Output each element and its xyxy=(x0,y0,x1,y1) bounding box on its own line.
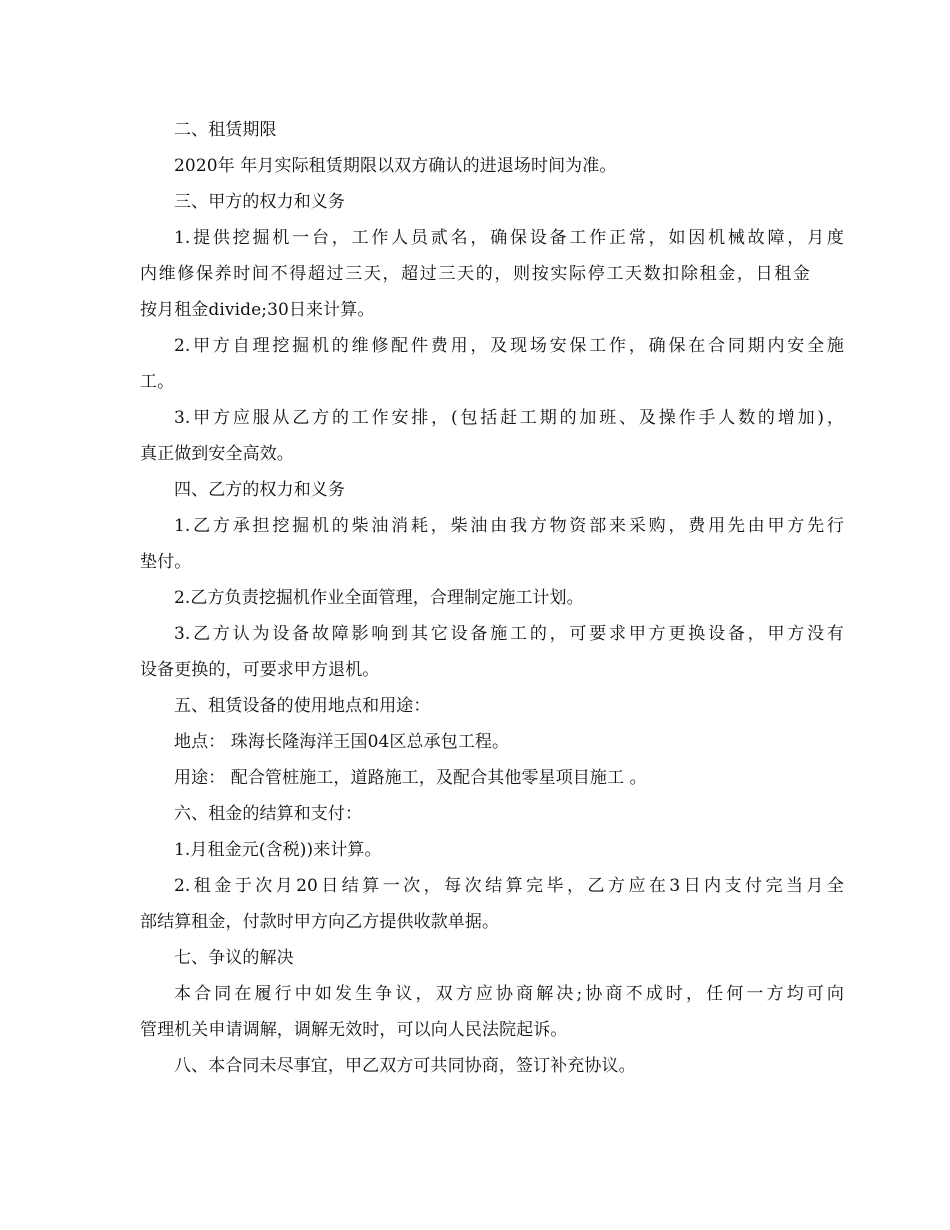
paragraph-line: 2.甲方自理挖掘机的维修配件费用，及现场安保工作，确保在合同期内安全施 xyxy=(174,336,844,356)
paragraph-line: 真正做到安全高效。 xyxy=(140,444,294,464)
section-heading-dispute-resolution: 七、争议的解决 xyxy=(174,948,294,968)
paragraph-line: 3.乙方认为设备故障影响到其它设备施工的，可要求甲方更换设备，甲方没有 xyxy=(174,624,844,644)
section-heading-party-b-rights: 四、乙方的权力和义务 xyxy=(174,480,345,500)
paragraph-line: 1.乙方承担挖掘机的柴油消耗，柴油由我方物资部来采购，费用先由甲方先行 xyxy=(174,516,844,536)
paragraph-line: 地点： 珠海长隆海洋王国04区总承包工程。 xyxy=(174,732,510,752)
paragraph-line: 3.甲方应服从乙方的工作安排，(包括赶工期的加班、及操作手人数的增加)， xyxy=(174,408,844,428)
paragraph-line: 内维修保养时间不得超过三天，超过三天的，则按实际停工天数扣除租金，日租金 xyxy=(140,264,810,284)
paragraph-line: 2020年 年月实际租赁期限以双方确认的进退场时间为准。 xyxy=(174,156,617,176)
paragraph-line: 2.租金于次月20日结算一次，每次结算完毕，乙方应在3日内支付完当月全 xyxy=(174,876,844,896)
section-heading-lease-term: 二、租赁期限 xyxy=(174,120,277,140)
paragraph-line: 垫付。 xyxy=(140,552,192,572)
paragraph-line: 1.月租金元(含税))来计算。 xyxy=(174,840,382,860)
paragraph-line: 管理机关申请调解，调解无效时，可以向人民法院起诉。 xyxy=(140,1020,568,1040)
paragraph-line: 本合同在履行中如发生争议，双方应协商解决;协商不成时，任何一方均可向 xyxy=(174,984,844,1004)
paragraph-line: 2.乙方负责挖掘机作业全面管理，合理制定施工计划。 xyxy=(174,588,584,608)
paragraph-line: 1.提供挖掘机一台，工作人员贰名，确保设备工作正常，如因机械故障，月度 xyxy=(174,228,844,248)
paragraph-line: 按月租金divide;30日来计算。 xyxy=(140,300,375,320)
section-heading-rent-settlement: 六、租金的结算和支付： xyxy=(174,804,363,824)
paragraph-line: 工。 xyxy=(140,372,175,392)
paragraph-line: 设备更换的，可要求甲方退机。 xyxy=(140,660,380,680)
paragraph-line: 用途： 配合管桩施工，道路施工，及配合其他零星项目施工 。 xyxy=(174,768,647,788)
section-heading-supplementary: 八、本合同未尽事宜，甲乙双方可共同协商，签订补充协议。 xyxy=(174,1056,636,1076)
paragraph-line: 部结算租金，付款时甲方向乙方提供收款单据。 xyxy=(140,912,500,932)
section-heading-party-a-rights: 三、甲方的权力和义务 xyxy=(174,192,345,212)
document-body xyxy=(140,112,844,1084)
section-heading-equipment-use: 五、租赁设备的使用地点和用途： xyxy=(174,696,431,716)
